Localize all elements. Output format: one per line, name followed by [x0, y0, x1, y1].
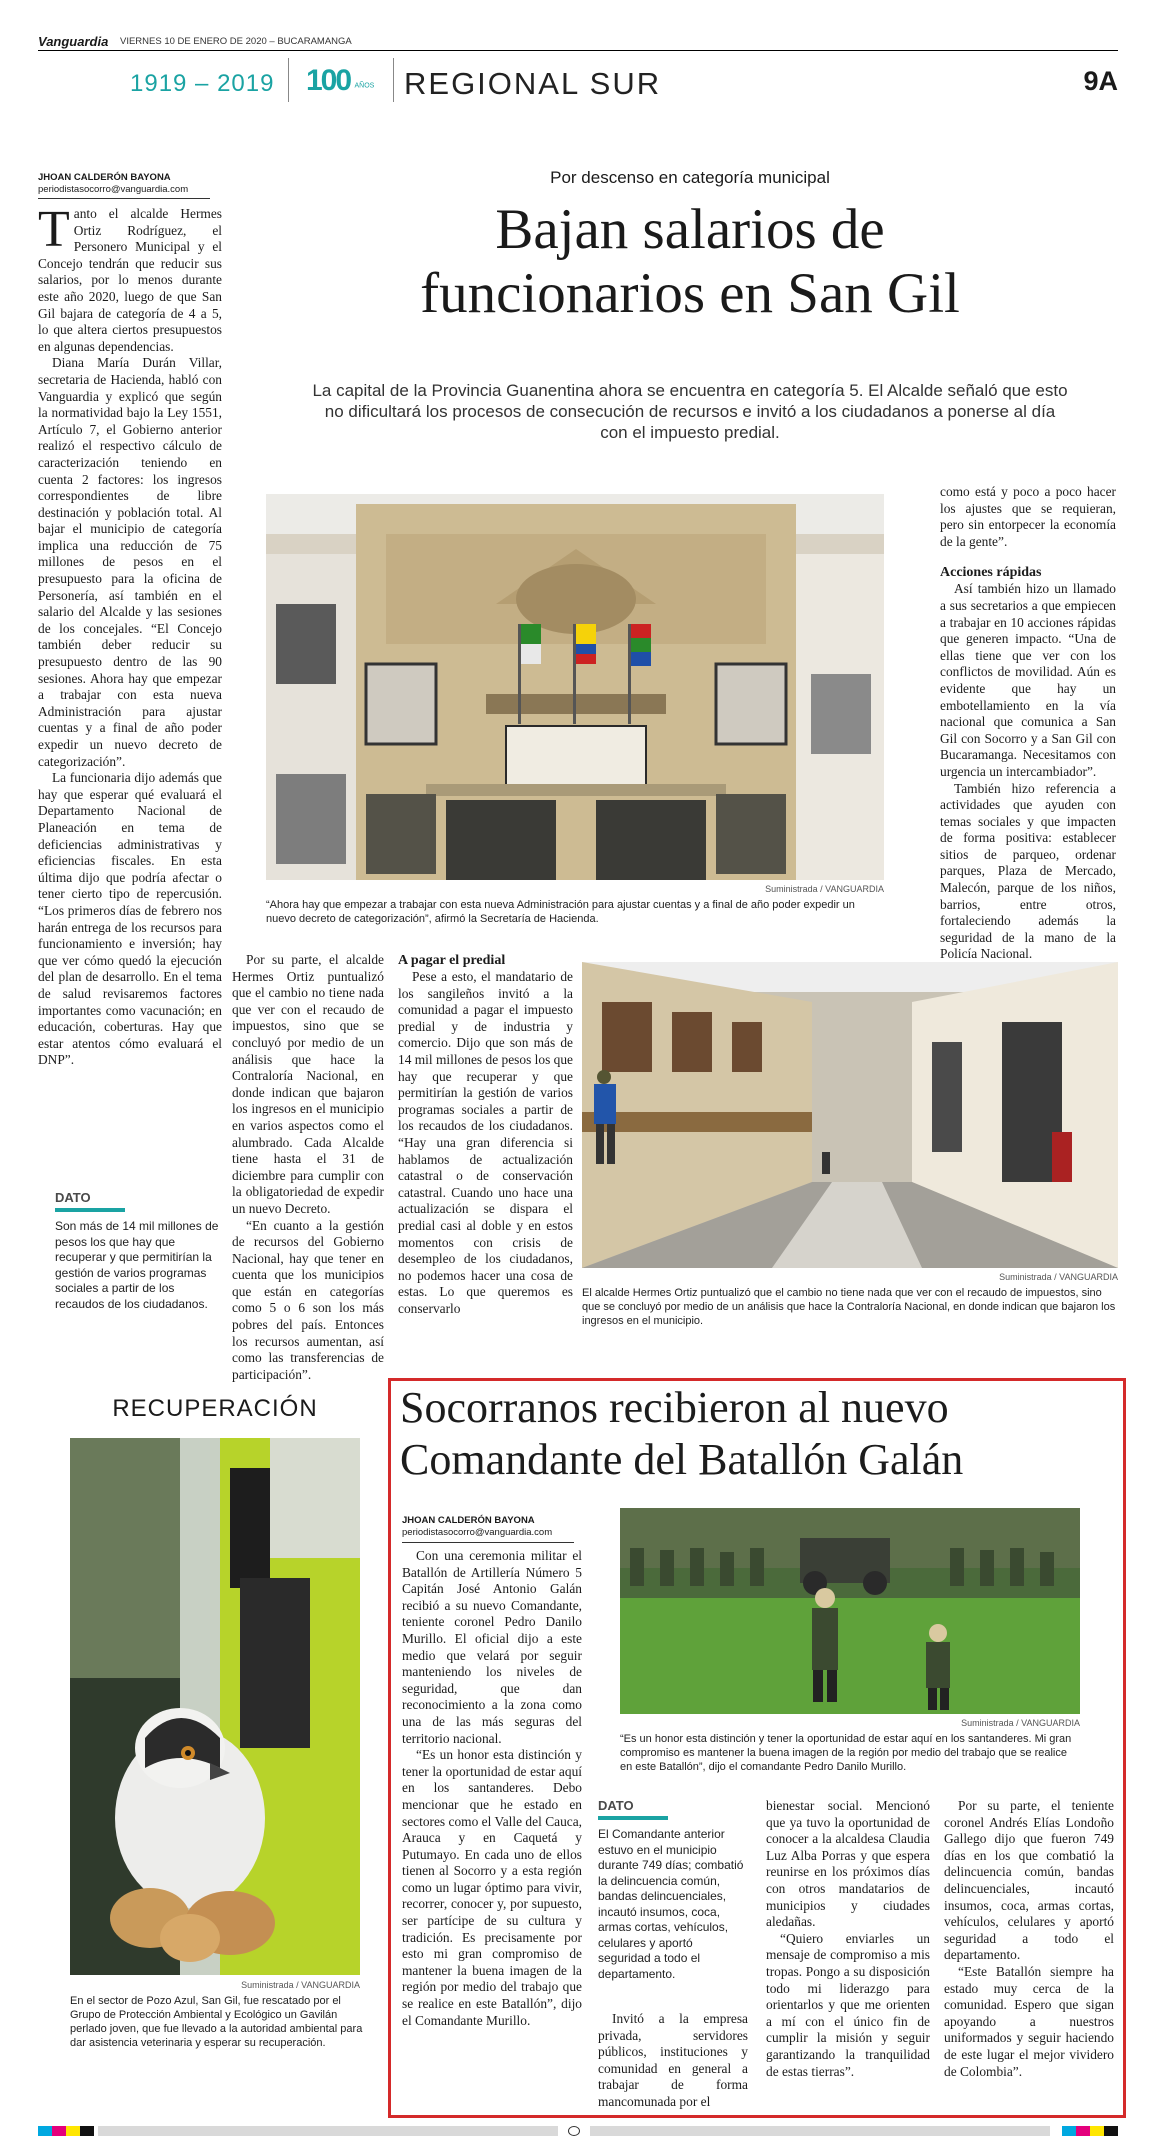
article1-col2 [232, 952, 384, 1383]
dato2-bar [598, 1816, 668, 1820]
anniversary-logo [306, 64, 374, 98]
col4-subhead: Acciones rápidas [940, 565, 1042, 581]
col4-p1: como está y poco a poco hacer los ajustes que se requieran, pero sin entorpecer la economía de la gente”. [940, 484, 1116, 549]
headline-line1: Bajan salarios de [495, 198, 885, 261]
reg-gray-2 [590, 2126, 1050, 2136]
reg-target [568, 2126, 580, 2136]
reg-cyan [38, 2126, 52, 2136]
col3-subhead: A pagar el predial [398, 953, 506, 968]
article1-col1 [38, 201, 222, 1069]
dato1-bar [55, 1208, 125, 1212]
ceremony-credit: Suministrada / VANGUARDIA [961, 1718, 1080, 1728]
masthead [38, 34, 1118, 104]
article2-col1 [402, 1548, 582, 2029]
article2-byline-email: periodistasocorro@vanguardia.com [402, 1527, 553, 1538]
article2-col1-p1: Con una ceremonia militar el Batallón de Artillería Número 5 Capitán José Antonio Galán recibió a su nuevo Comandante, teniente coronel Pedro Danilo Murillo. El oficial dijo a este medio que velará por seguir manteniendo los niveles de seguridad, que dan reconocimiento a la zona como una de las más seguras del territorio nacional. [402, 1548, 582, 1746]
reg-black [80, 2126, 94, 2136]
article2-col2-p: Invitó a la empresa privada, servidores públicos, instituciones y comunidad en general a trabajar de forma mancomunada por el [598, 2011, 748, 2109]
hawk-caption: En el sector de Pozo Azul, San Gil, fue rescatado por el Grupo de Protección Ambiental y Ecológico un Gavilán perlado joven, que fue llevado a la autoridad ambiental para dar asistencia veterinaria y esperar su recuperación. [70, 1995, 363, 2049]
city-hall-photo [266, 494, 884, 880]
years-label: 1919 – 2019 [130, 70, 275, 97]
article2-col3-p1: bienestar social. Mencionó que ya tuvo la oportunidad de conocer a la alcaldesa Claudia Luz Alba Porras y que espera reunirse en los próximos días con otros mandatarios de municipios y ciudades aledañas. [766, 1798, 930, 1930]
article2-col3-p2: “Quiero enviarles un mensaje de compromiso a mis tropas. Pongo a su disposición todo mi liderazgo para orientarlos y que me orienten a mí con el único fin de cumplir la misión y seguir garantizando la tranquilidad de estas tierras”. [766, 1930, 930, 2079]
photo1-caption: “Ahora hay que empezar a trabajar con esta nueva Administración para ajustar cuentas y a final de año poder expedir un nuevo decreto de categorización”, afirmó la Secretaría de Hacienda. [266, 899, 855, 925]
header-divider-2 [393, 58, 394, 102]
dato2-text: El Comandante anterior estuvo en el municipio durante 749 días; combatió la delincuencia común, bandas delincuenciales, incautó insumos, coca, armas cortas, vehículos, celulares y aportó seguridad a todo el departamento. [598, 1827, 744, 1981]
ceremony-caption: “Es un honor esta distinción y tener la oportunidad de estar aquí en los santanderes. Mi gran compromiso es mantener la buena imagen de la región por medio del trabajo que se realice en este Batallón”, dijo el comandante Pedro Danilo Murillo. [620, 1733, 1072, 1773]
reg-magenta-2 [1076, 2126, 1090, 2136]
dato1-box [55, 1190, 227, 1312]
reg-cyan-2 [1062, 2126, 1076, 2136]
brand-logo: Vanguardia [38, 34, 109, 49]
col1-p1: anto el alcalde Hermes Ortiz Rodríguez, el Personero Municipal y el Concejo tendrán que reducir sus salarios, por lo menos durante este año 2020, luego de que San Gil bajara de categoría de 4 a 5, lo que altera ciertos presupuestos en algunas dependencias. [38, 206, 222, 354]
byline-rule [38, 198, 210, 199]
article1-col4 [940, 484, 1116, 963]
reg-gray [98, 2126, 558, 2136]
article1-deck: La capital de la Provincia Guanentina ahora se encuentra en categoría 5. El Alcalde señaló que esto no dificultará los procesos de consecución de recursos e invitó a los ciudadanos a ponerse al día con el impuesto predial. [312, 381, 1068, 442]
dato2-label: DATO [598, 1798, 634, 1813]
reg-yellow [66, 2126, 80, 2136]
dato1-text: Son más de 14 mil millones de pesos los que hay que recuperar y que permitirían la gestión de varios programas sociales a partir de los recaudos de los ciudadanos. [55, 1219, 219, 1311]
dateline: VIERNES 10 DE ENERO DE 2020 – BUCARAMANGA [120, 36, 352, 47]
registration-strip [38, 2126, 1118, 2138]
article2-headline [400, 1382, 1120, 1486]
section-title: REGIONAL SUR [404, 66, 662, 101]
header-divider [288, 58, 289, 102]
dato1-label: DATO [55, 1190, 91, 1205]
dato2-box [598, 1798, 748, 1982]
ceremony-photo [620, 1508, 1080, 1714]
page-number: 9A [1083, 66, 1118, 96]
article2-headline-line2: Comandante del Batallón Galán [400, 1435, 964, 1484]
article1-col3 [398, 952, 573, 1317]
reg-yellow-2 [1090, 2126, 1104, 2136]
article2-col4-p1: Por su parte, el teniente coronel Andrés Elías Londoño Gallego dijo que fueron 749 días en los que combatió la delincuencia común, bandas delincuenciales, incautó insumos, coca, armas cortas, vehículos, celulares y aportó seguridad a todo el departamento. [944, 1798, 1114, 1963]
recuperacion-title: RECUPERACIÓN [112, 1395, 318, 1422]
article1-headline [260, 198, 1120, 326]
article1-byline [38, 172, 208, 196]
dropcap: T [38, 201, 70, 258]
hawk-credit: Suministrada / VANGUARDIA [241, 1980, 360, 1990]
reg-magenta [52, 2126, 66, 2136]
col2-p2: “En cuanto a la gestión de recursos del Gobierno Nacional, hay que tener en cuenta que los municipios que están en categorías como 5 o 6 son los más pobres del país. Entonces los recursos aumentan, así como las transferencias de participación”. [232, 1217, 384, 1382]
masthead-rule [38, 50, 1118, 51]
article2-col4 [944, 1798, 1114, 2080]
col4-p3: También hizo referencia a actividades que ayuden con temas sociales y que impacten de forma positiva: establecer sitios de parqueo, ordenar parques, Plaza de Mercado, Malecón, parque de los niños, barrios, entre otros, fortaleciendo además la seguridad de la mano de la Policía Nacional. [940, 780, 1116, 962]
article2-byline-name: JHOAN CALDERÓN BAYONA [402, 1515, 535, 1526]
article2-byline-rule [402, 1542, 574, 1543]
article2-col4-p2: “Este Batallón siempre ha estado muy cerca de la comunidad. Espero que sigan apoyando a nuestros uniformados y seguir haciendo de este lugar el mejor vividero de Colombia”. [944, 1963, 1114, 2079]
article2-col2-tail [598, 2011, 748, 2111]
col1-p2: Diana María Durán Villar, secretaria de Hacienda, habló con Vanguardia y explicó que según la normatividad bajo la Ley 1551, Artículo 7, el Gobierno anterior realizó el respectivo cálculo de caracterización teniendo en cuenta 2 factores: los ingresos correspondientes de libre destinación y población total. Al bajar el municipio de categoría implica una reducción de 75 millones de pesos en el presupuesto para la oficina de Personería, así también en el salario del Alcalde y las sesiones de los concejales. “El Concejo también deber reducir su presupuesto dentro de las 90 sesiones. Ahora hay que empezar a trabajar con esta nueva Administración para ajustar cuentas y a final de año poder expedir un nuevo decreto de categorización”. [38, 355, 222, 769]
article2-headline-line1: Socorranos recibieron al nuevo [400, 1383, 949, 1432]
article1-kicker: Por descenso en categoría municipal [550, 168, 830, 187]
photo1-credit: Suministrada / VANGUARDIA [765, 884, 884, 894]
col4-p2: Así también hizo un llamado a sus secretarios a que empiecen a trabajar en 10 acciones rápidas que generen impacto. “Una de ellas tiene que ver con los conflictos de movilidad. Aún es evidente que hay un embotellamiento en la vía nacional que comunica a San Gil con Socorro y a San Gil con Bucaramanga. Necesitamos con urgencia un intercambiador”. [940, 581, 1116, 779]
byline-email: periodistasocorro@vanguardia.com [38, 184, 189, 195]
byline-name: JHOAN CALDERÓN BAYONA [38, 172, 171, 183]
col3-p1: Pese a esto, el mandatario de los sangileños invitó a la comunidad a pagar el impuesto predial y de industria y comercio. Dijo que son más de 14 mil millones de pesos los que hay que recuperar y que permitirían la gestión de varios programas sociales a partir de los recaudos de los ciudadanos. “Hay una gran diferencia si hablamos de actualización catastral o de conservación catastral. Cuando uno hace una actualización se dispara el predial casi al doble y en estos momentos con crisis de desempleo de los ciudadanos, no podemos hacer una cosa de estas. Lo que queremos es conservarlo [398, 969, 573, 1316]
street-photo [582, 962, 1118, 1268]
photo2-caption: El alcalde Hermes Ortiz puntualizó que el cambio no tiene nada que ver con el recaudo de impuestos, sino que se concluyó por medio de un análisis que hace la Contraloría Nacional, en donde indican que bajaron los ingresos en el municipio. [582, 1287, 1116, 1327]
article2-col3 [766, 1798, 930, 2080]
hawk-photo [70, 1438, 360, 1975]
photo2-credit: Suministrada / VANGUARDIA [999, 1272, 1118, 1282]
article2-byline [402, 1515, 572, 1539]
anniversary-word: AÑOS [354, 82, 375, 90]
anniversary-number: 100 [306, 64, 351, 97]
headline-line2: funcionarios en San Gil [420, 262, 960, 325]
article2-col1-p2: “Es un honor esta distinción y tener la oportunidad de estar aquí en los santanderes. Debo mencionar que he estado en sectores como el Valle del Cauca, Arauca y en Caquetá y Putumayo. En cada uno de ellos tienen al Socorro y a esta región como un lugar óptimo para vivir, recorrer, conocer y, por supuesto, ser partícipe de su cultura y tradición. Es precisamente por esto mi gran compromiso de mantener la buena imagen de la región por medio del trabajo que se realice en este Batallón”, dijo el Comandante Murillo. [402, 1747, 582, 2028]
col1-p3: La funcionaria dijo además que hay que esperar qué evaluará el Departamento Nacional de Planeación en tema de deficiencias administrativas y eficiencias fiscales. En esta última dijo que podría afectar o tener cierto tipo de repercusión. “Los primeros días de febrero nos harán entrega de los recursos para funcionamiento e inversión; hay que ver cómo quedó la ejecución del plan de desarrollo. En el tema de salud revisaremos factores importantes como vacunación; en educación, coberturas. Hay que estar atentos cómo evaluará el DNP”. [38, 770, 222, 1068]
reg-black-2 [1104, 2126, 1118, 2136]
col2-p1: Por su parte, el alcalde Hermes Ortiz puntualizó que el cambio no tiene nada que ver con el recaudo de impuestos, sino que se concluyó por medio de un análisis que hace la Contraloría Nacional, en donde indican que bajaron los ingresos en el municipio en varios aspectos como el alumbrado. Cada Alcalde tiene hasta el 31 de diciembre para cumplir con la obligatoriedad de expedir un nuevo Decreto. [232, 952, 384, 1216]
